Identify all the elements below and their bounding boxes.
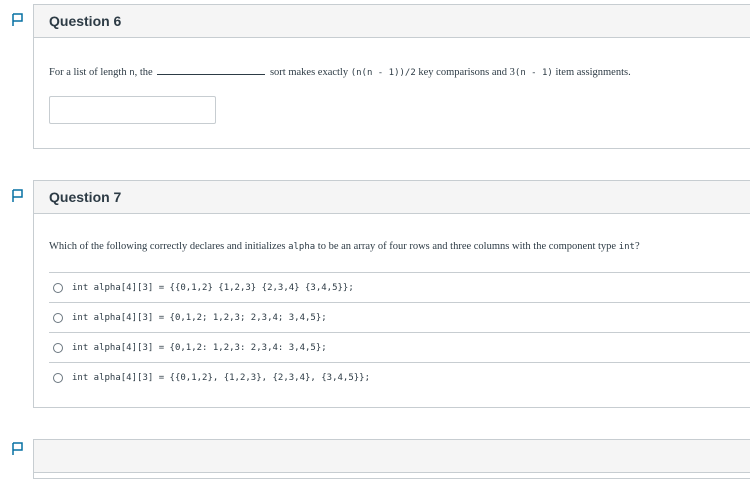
question-header bbox=[34, 440, 750, 473]
flag-question-icon[interactable] bbox=[10, 441, 26, 457]
option-label: int alpha[4][3] = {{0,1,2} {1,2,3} {2,3,4} {3,4,5}}; bbox=[72, 282, 354, 293]
option-label: int alpha[4][3] = {0,1,2: 1,2,3: 2,3,4: 3,4,5}; bbox=[72, 342, 327, 353]
option-label: int alpha[4][3] = {0,1,2; 1,2,3; 2,3,4; 3,4,5}; bbox=[72, 312, 327, 323]
fill-in-blank bbox=[157, 65, 265, 75]
answer-option[interactable] bbox=[49, 362, 750, 392]
radio-button[interactable] bbox=[53, 313, 63, 323]
question-header bbox=[34, 181, 750, 214]
radio-button[interactable] bbox=[53, 373, 63, 383]
question-6-card bbox=[33, 4, 750, 149]
answer-option[interactable] bbox=[49, 332, 750, 362]
radio-button[interactable] bbox=[53, 343, 63, 353]
radio-button[interactable] bbox=[53, 283, 63, 293]
question-text: Which of the following correctly declares and initializes alpha to be an array of four rows and three columns with the component type int? bbox=[49, 241, 640, 252]
option-label: int alpha[4][3] = {{0,1,2}, {1,2,3}, {2,3,4}, {3,4,5}}; bbox=[72, 372, 371, 383]
question-7-card bbox=[33, 180, 750, 408]
answer-input[interactable] bbox=[49, 96, 216, 124]
flag-question-icon[interactable] bbox=[10, 12, 26, 28]
answer-option[interactable] bbox=[49, 272, 750, 302]
question-8-card bbox=[33, 439, 750, 479]
question-title: Question 6 bbox=[49, 13, 122, 29]
question-title: Question 7 bbox=[49, 189, 122, 205]
answer-option[interactable] bbox=[49, 302, 750, 332]
flag-question-icon[interactable] bbox=[10, 188, 26, 204]
question-header bbox=[34, 5, 750, 38]
question-text: For a list of length n, the sort makes exactly (n(n - 1))/2 key comparisons and 3(n - 1) item assignments. bbox=[49, 67, 631, 78]
